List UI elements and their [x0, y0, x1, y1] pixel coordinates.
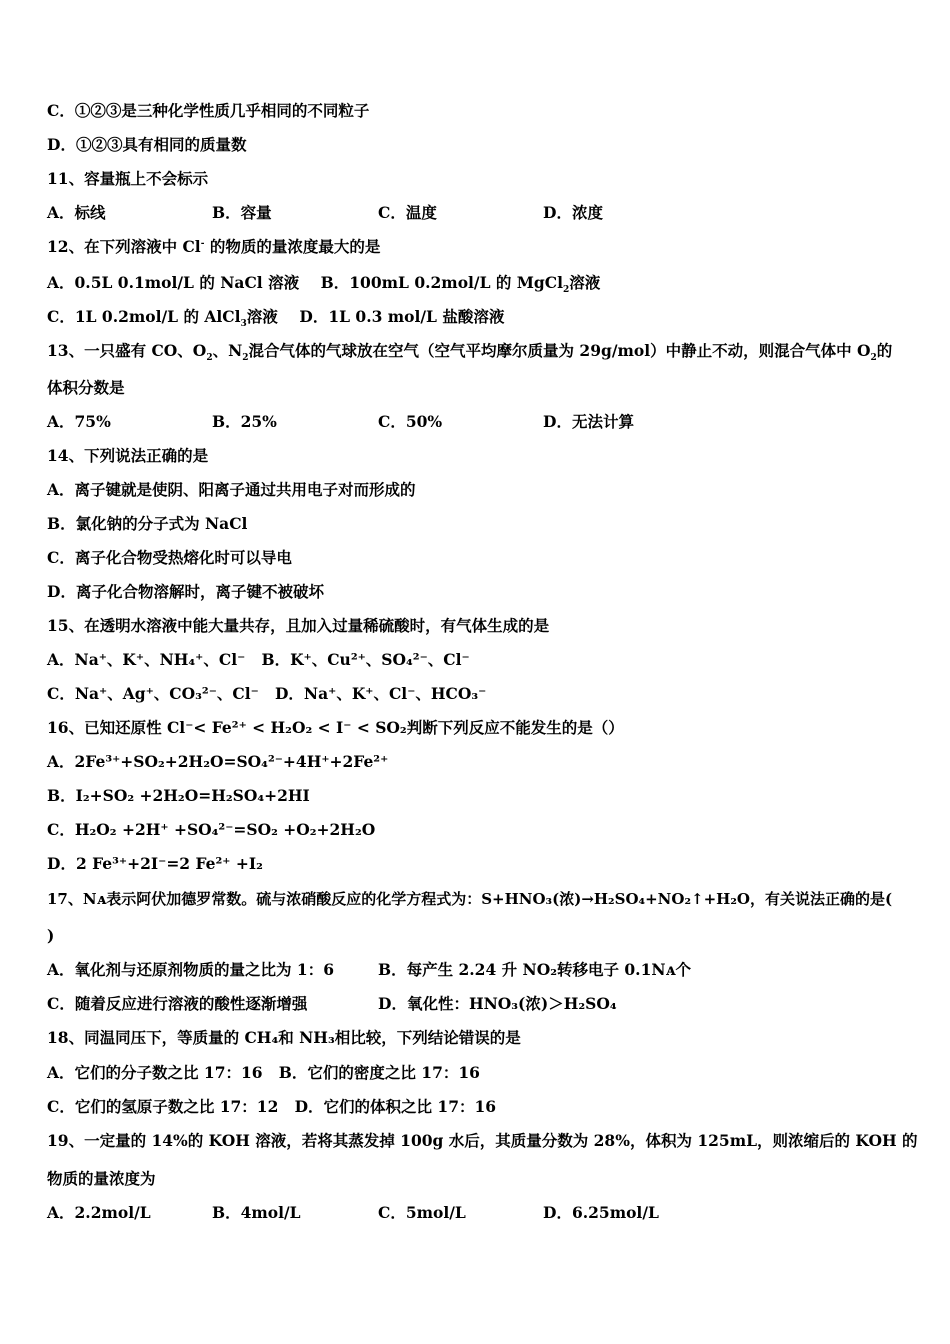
q16-option-c: C．H₂O₂ +2H⁺ +SO₄²⁻=SO₂ +O₂+2H₂O — [47, 820, 376, 839]
q18-options-cd — [47, 1096, 496, 1118]
q15-options-cd — [47, 683, 486, 705]
q18-stem: 18、同温同压下，等质量的 CH₄和 NH₃相比较，下列结论错误的是 — [47, 1028, 521, 1047]
q15-option-a: A．Na⁺、K⁺、NH₄⁺、Cl⁻ — [47, 650, 246, 669]
q14-option-c: C．离子化合物受热熔化时可以导电 — [47, 548, 292, 567]
q15-option-b: B．K⁺、Cu²⁺、SO₄²⁻、Cl⁻ — [261, 650, 470, 669]
q13-option-d: D．无法计算 — [543, 412, 634, 431]
q18-option-b: B．它们的密度之比 17：16 — [278, 1063, 480, 1082]
q15-options-ab — [47, 649, 470, 671]
q10-option-c: C．①②③是三种化学性质几乎相同的不同粒子 — [47, 101, 370, 120]
q12-option-b: B．100mL 0.2mol/L 的 MgCl$_2$溶液 — [320, 273, 601, 296]
q11-stem: 11、容量瓶上不会标示 — [47, 169, 209, 188]
q19-option-b: B．4mol/L — [212, 1203, 301, 1222]
q12-option-a: A．0.5L 0.1mol/L 的 NaCl 溶液 — [47, 273, 300, 292]
q15-stem: 15、在透明水溶液中能大量共存，且加入过量稀硫酸时，有气体生成的是 — [47, 616, 550, 635]
q19-option-c: C．5mol/L — [378, 1203, 466, 1222]
q18-option-a: A．它们的分子数之比 17：16 — [47, 1063, 263, 1082]
q17-stem-line2: ) — [47, 926, 55, 945]
q14-option-b: B．氯化钠的分子式为 NaCl — [47, 514, 248, 533]
q17-option-c: C．随着反应进行溶液的酸性逐渐增强 — [47, 994, 308, 1013]
q16-option-a: A．2Fe³⁺+SO₂+2H₂O=SO₄²⁻+4H⁺+2Fe²⁺ — [47, 752, 389, 771]
q11-option-a: A．标线 — [47, 203, 106, 222]
q12-option-c: C．1L 0.2mol/L 的 AlCl$_3$溶液 — [47, 307, 278, 330]
q10-option-d: D．①②③具有相同的质量数 — [47, 135, 247, 154]
q13-option-a: A．75% — [47, 412, 111, 431]
q18-options-ab — [47, 1062, 480, 1084]
q19-stem-line2: 物质的量浓度为 — [47, 1169, 156, 1188]
q17-option-a: A．氧化剂与还原剂物质的量之比为 1：6 — [47, 960, 334, 979]
q17-option-b: B．每产生 2.24 升 NO₂转移电子 0.1Nᴀ个 — [378, 960, 691, 979]
q12-option-d: D．1L 0.3 mol/L 盐酸溶液 — [299, 307, 505, 326]
q16-stem: 16、已知还原性 Cl⁻< Fe²⁺ < H₂O₂ < I⁻ < SO₂判断下列反应不能发生的是（） — [47, 718, 624, 737]
q11-option-d: D．浓度 — [543, 203, 603, 222]
q19-stem: 19、一定量的 14%的 KOH 溶液，若将其蒸发掉 100g 水后，其质量分数为 28%，体积为 125mL，则浓缩后的 KOH 的 — [47, 1131, 918, 1150]
q17-option-d: D．氧化性：HNO₃(浓)＞H₂SO₄ — [378, 994, 617, 1013]
q14-option-a: A．离子键就是使阴、阳离子通过共用电子对而形成的 — [47, 480, 416, 499]
q11-option-b: B．容量 — [212, 203, 272, 222]
q18-option-d: D．它们的体积之比 17：16 — [294, 1097, 497, 1116]
q12-options-cd — [47, 306, 504, 328]
q16-option-b: B．I₂+SO₂ +2H₂O=H₂SO₄+2HI — [47, 786, 310, 805]
q13-stem: 13、一只盛有 CO、$O_2$、$N_2$混合气体的气球放在空气（空气平均摩尔质量为 29g/mol）中静止不动，则混合气体中 $O_2$的 — [47, 341, 893, 364]
q19-option-a: A．2.2mol/L — [47, 1203, 151, 1222]
q18-option-c: C．它们的氢原子数之比 17：12 — [47, 1097, 279, 1116]
q12-stem: 12、在下列溶液中 Cl- 的物质的量浓度最大的是 — [47, 237, 381, 256]
q19-option-d: D．6.25mol/L — [543, 1203, 659, 1222]
q14-option-d: D．离子化合物溶解时，离子键不被破坏 — [47, 582, 324, 601]
q16-option-d: D．2 Fe³⁺+2I⁻=2 Fe²⁺ +I₂ — [47, 854, 263, 873]
q14-stem: 14、下列说法正确的是 — [47, 446, 209, 465]
q13-stem-line2: 体积分数是 — [47, 378, 125, 397]
q17-stem: 17、Nᴀ表示阿伏加德罗常数。硫与浓硝酸反应的化学方程式为：S+HNO₃(浓)→H₂SO₄+NO₂↑+H₂O，有关说法正确的是( — [47, 890, 893, 908]
q12-options-ab — [47, 272, 600, 294]
q15-option-c: C．Na⁺、Ag⁺、CO₃²⁻、Cl⁻ — [47, 684, 259, 703]
q11-option-c: C．温度 — [378, 203, 437, 222]
q13-option-c: C．50% — [378, 412, 443, 431]
q15-option-d: D．Na⁺、K⁺、Cl⁻、HCO₃⁻ — [274, 684, 487, 703]
q13-option-b: B．25% — [212, 412, 277, 431]
